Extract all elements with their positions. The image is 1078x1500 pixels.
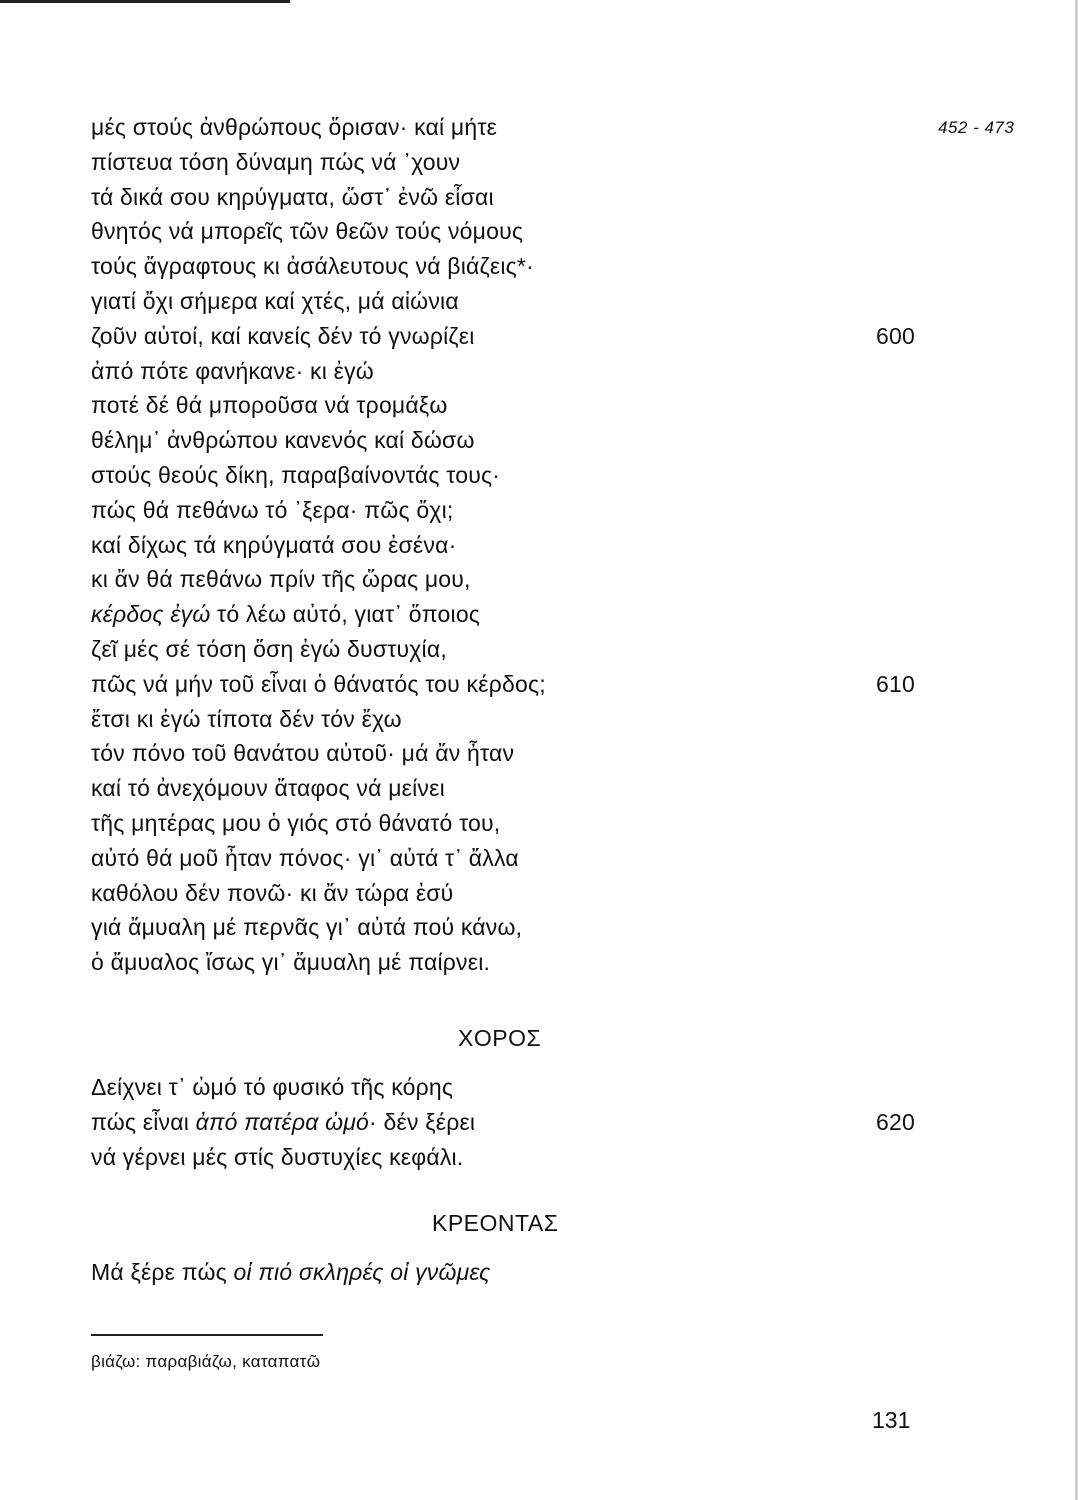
verse-text: οἱ πιό σκληρές οἱ γνῶμες	[233, 1259, 491, 1285]
verse-line	[91, 319, 931, 354]
verse-line	[91, 771, 931, 806]
verse-text: κέρδος ἐγώ	[91, 601, 211, 628]
verse-line	[91, 1105, 931, 1140]
verse-line	[91, 562, 931, 597]
verse-line	[91, 493, 931, 528]
verse-line	[91, 702, 931, 737]
antigone-speech	[91, 110, 931, 980]
verse-line	[91, 667, 931, 702]
verse-text: Μά ξέρε πώς	[91, 1259, 234, 1285]
verse-line	[91, 632, 931, 667]
verse-line	[91, 528, 931, 563]
verse-text: νά γέρνει μές στίς δυστυχίες κεφάλι.	[91, 1143, 464, 1170]
verse-line	[91, 145, 931, 180]
verse-line	[91, 354, 931, 389]
verse-text: πώς θά πεθάνω τό ᾽ξερα· πῶς ὄχι;	[91, 496, 454, 523]
verse-text: καί δίχως τά κηρύγματά σου ἐσένα·	[91, 531, 457, 558]
page-number: 131	[872, 1407, 911, 1433]
chorus-speech	[91, 1070, 931, 1174]
verse-text: θέλημ᾽ ἀνθρώπου κανενός καί δώσω	[91, 427, 475, 454]
verse-text: γιά ἄμυαλη μέ περνᾶς γι᾽ αὐτά πού κάνω,	[91, 914, 523, 941]
kreon-speech	[91, 1255, 931, 1290]
verse-text: αὐτό θά μοῦ ἦταν πόνος· γι᾽ αὐτά τ᾽ ἄλλα	[91, 844, 519, 871]
verse-text: ποτέ δέ θά μποροῦσα νά τρομάξω	[91, 392, 448, 419]
verse-text: καί τό ἀνεχόμουν ἄταφος νά μείνει	[91, 775, 445, 802]
verse-text: τόν πόνο τοῦ θανάτου αὐτοῦ· μά ἄν ἦταν	[91, 740, 515, 767]
verse-text: πίστευα τόση δύναμη πώς νά ᾽χουν	[91, 148, 461, 175]
verse-line	[91, 388, 931, 423]
verse-line	[91, 110, 931, 145]
verse-line	[91, 597, 931, 632]
verse-text: θνητός νά μπορεῖς τῶν θεῶν τούς νόμους	[91, 218, 524, 245]
verse-text: μές στούς ἀνθρώπους ὅρισαν· καί μήτε	[91, 114, 498, 140]
verse-text: ζεῖ μές σέ τόση ὅση ἐγώ δυστυχία,	[91, 635, 447, 662]
line-number: 600	[876, 322, 915, 349]
top-edge-rule	[0, 0, 290, 3]
verse-line	[91, 945, 931, 980]
verse-text: τούς ἄγραφτους κι ἀσάλευτους νά βιάζεις*·	[91, 253, 534, 280]
verse-line	[91, 1070, 931, 1105]
verse-line	[91, 1140, 931, 1175]
verse-line	[91, 841, 931, 876]
verse-text: στούς θεούς δίκη, παραβαίνοντάς τους·	[91, 461, 501, 488]
verse-text: ἀπό πατέρα ὠμό	[195, 1108, 370, 1135]
verse-line	[91, 1255, 931, 1290]
speaker-kreon: ΚΡΕΟΝΤΑΣ	[432, 1210, 559, 1236]
verse-text: · δέν ξέρει	[369, 1108, 476, 1135]
verse-text: ὁ ἄμυαλος ἴσως γι᾽ ἄμυαλη μέ παίρνει.	[91, 949, 491, 976]
verse-text: γιατί ὄχι σήμερα καί χτές, μά αἰώνια	[91, 287, 459, 314]
line-range-label: 452 - 473	[938, 118, 1015, 137]
line-number: 610	[876, 670, 915, 697]
footnote: βιάζω: παραβιάζω, καταπατῶ	[91, 1352, 321, 1371]
footnote-divider	[91, 1334, 323, 1336]
verse-line	[91, 736, 931, 771]
verse-line	[91, 180, 931, 215]
verse-line	[91, 284, 931, 319]
verse-text: ἔτσι κι ἐγώ τίποτα δέν τόν ἔχω	[91, 705, 402, 732]
verse-text: τῆς μητέρας μου ὁ γιός στό θάνατό του,	[91, 809, 501, 836]
verse-text: κι ἄν θά πεθάνω πρίν τῆς ὥρας μου,	[91, 566, 471, 593]
verse-text: Δείχνει τ᾽ ὠμό τό φυσικό τῆς κόρης	[91, 1074, 454, 1100]
verse-line	[91, 910, 931, 945]
verse-text: πώς εἶναι	[91, 1108, 196, 1135]
verse-text: καθόλου δέν πονῶ· κι ἄν τώρα ἐσύ	[91, 879, 454, 906]
verse-text: πῶς νά μήν τοῦ εἶναι ὁ θάνατός του κέρδος;	[91, 670, 546, 697]
verse-text: τό λέω αὐτό, γιατ᾽ ὅποιος	[210, 601, 481, 628]
verse-line	[91, 806, 931, 841]
verse-line	[91, 214, 931, 249]
verse-line	[91, 458, 931, 493]
verse-line	[91, 249, 931, 284]
verse-text: ζοῦν αὐτοί, καί κανείς δέν τό γνωρίζει	[91, 322, 475, 349]
line-number: 620	[876, 1108, 915, 1135]
verse-line	[91, 423, 931, 458]
speaker-chorus: ΧΟΡΟΣ	[458, 1025, 542, 1051]
verse-text: τά δικά σου κηρύγματα, ὥστ᾽ ἐνῶ εἶσαι	[91, 183, 494, 210]
verse-line	[91, 876, 931, 911]
verse-text: ἀπό πότε φανήκανε· κι ἐγώ	[91, 357, 374, 384]
